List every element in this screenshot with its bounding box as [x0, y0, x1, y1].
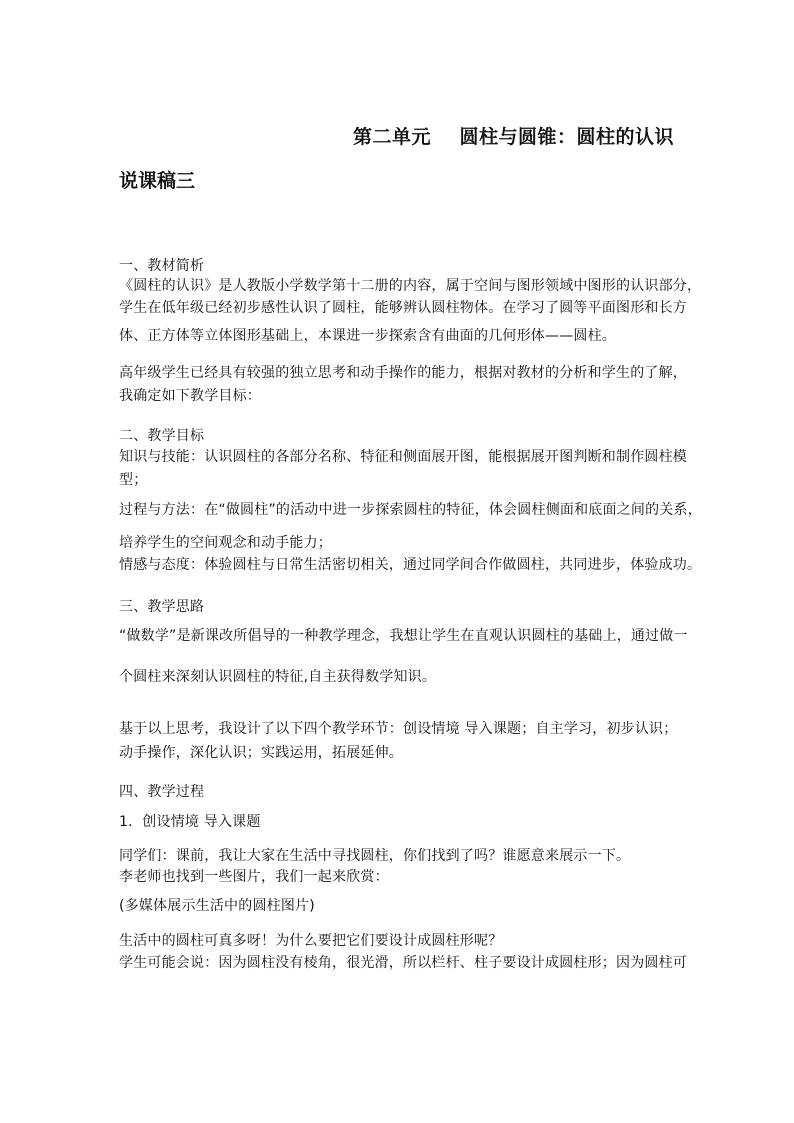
- step-heading: 1．创设情境 导入课题: [119, 814, 261, 830]
- paragraph-line: 型；: [119, 472, 148, 488]
- section-heading-4: 四、教学过程: [119, 784, 205, 800]
- paragraph-line: 培养学生的空间观念和动手能力；: [119, 535, 332, 551]
- paragraph-line: 过程与方法：在“做圆柱”的活动中进一步探索圆柱的特征，体会圆柱侧面和底面之间的关系，: [119, 502, 702, 518]
- paragraph-line: 情感与态度：体验圆柱与日常生活密切相关，通过同学间合作做圆柱，共同进步，体验成功。: [119, 557, 702, 573]
- section-heading-3: 三、教学思路: [119, 599, 205, 615]
- paragraph-line: 动手操作，深化认识；实践运用，拓展延伸。: [119, 745, 403, 761]
- paragraph-line: 知识与技能：认识圆柱的各部分名称、特征和侧面展开图，能根据展开图判断和制作圆柱模: [119, 449, 687, 465]
- paragraph-line: 生活中的圆柱可真多呀！为什么要把它们要设计成圆柱形呢？: [119, 933, 503, 949]
- paragraph-line: 同学们：课前，我让大家在生活中寻找圆柱，你们找到了吗？谁愿意来展示一下。: [119, 848, 631, 864]
- paragraph-line: 李老师也找到一些图片，我们一起来欣赏：: [119, 869, 389, 885]
- paragraph-line: 《圆柱的认识》是人教版小学数学第十二册的内容，属于空间与图形领域中图形的认识部分，: [119, 278, 702, 294]
- paragraph-line: 体、正方体等立体图形基础上，本课进一步探索含有曲面的几何形体——圆柱。: [119, 328, 616, 344]
- paragraph-line: 基于以上思考，我设计了以下四个教学环节：创设情境 导入课题；自主学习，初步认识；: [119, 721, 678, 737]
- paragraph-line: 我确定如下教学目标：: [119, 388, 261, 404]
- paragraph-line: 个圆柱来深刻认识圆柱的特征,自主获得数学知识。: [119, 669, 437, 685]
- section-heading-2: 二、教学目标: [119, 428, 205, 444]
- document-subtitle: 说课稿三: [119, 170, 196, 192]
- paragraph-line: (多媒体展示生活中的圆柱图片): [119, 898, 315, 914]
- paragraph-line: 学生可能会说：因为圆柱没有棱角，很光滑，所以栏杆、柱子要设计成圆柱形；因为圆柱可: [119, 955, 687, 971]
- paragraph-line: 高年级学生已经具有较强的独立思考和动手操作的能力，根据对教材的分析和学生的了解，: [119, 365, 687, 381]
- document-title: 第二单元 圆柱与圆锥：圆柱的认识: [353, 126, 674, 148]
- paragraph-line: 学生在低年级已经初步感性认识了圆柱，能够辨认圆柱物体。在学习了圆等平面图形和长方: [119, 300, 687, 316]
- paragraph-line: “做数学”是新课改所倡导的一种教学理念，我想让学生在直观认识圆柱的基础上，通过做一: [119, 628, 688, 644]
- section-heading-1: 一、教材简析: [119, 258, 205, 274]
